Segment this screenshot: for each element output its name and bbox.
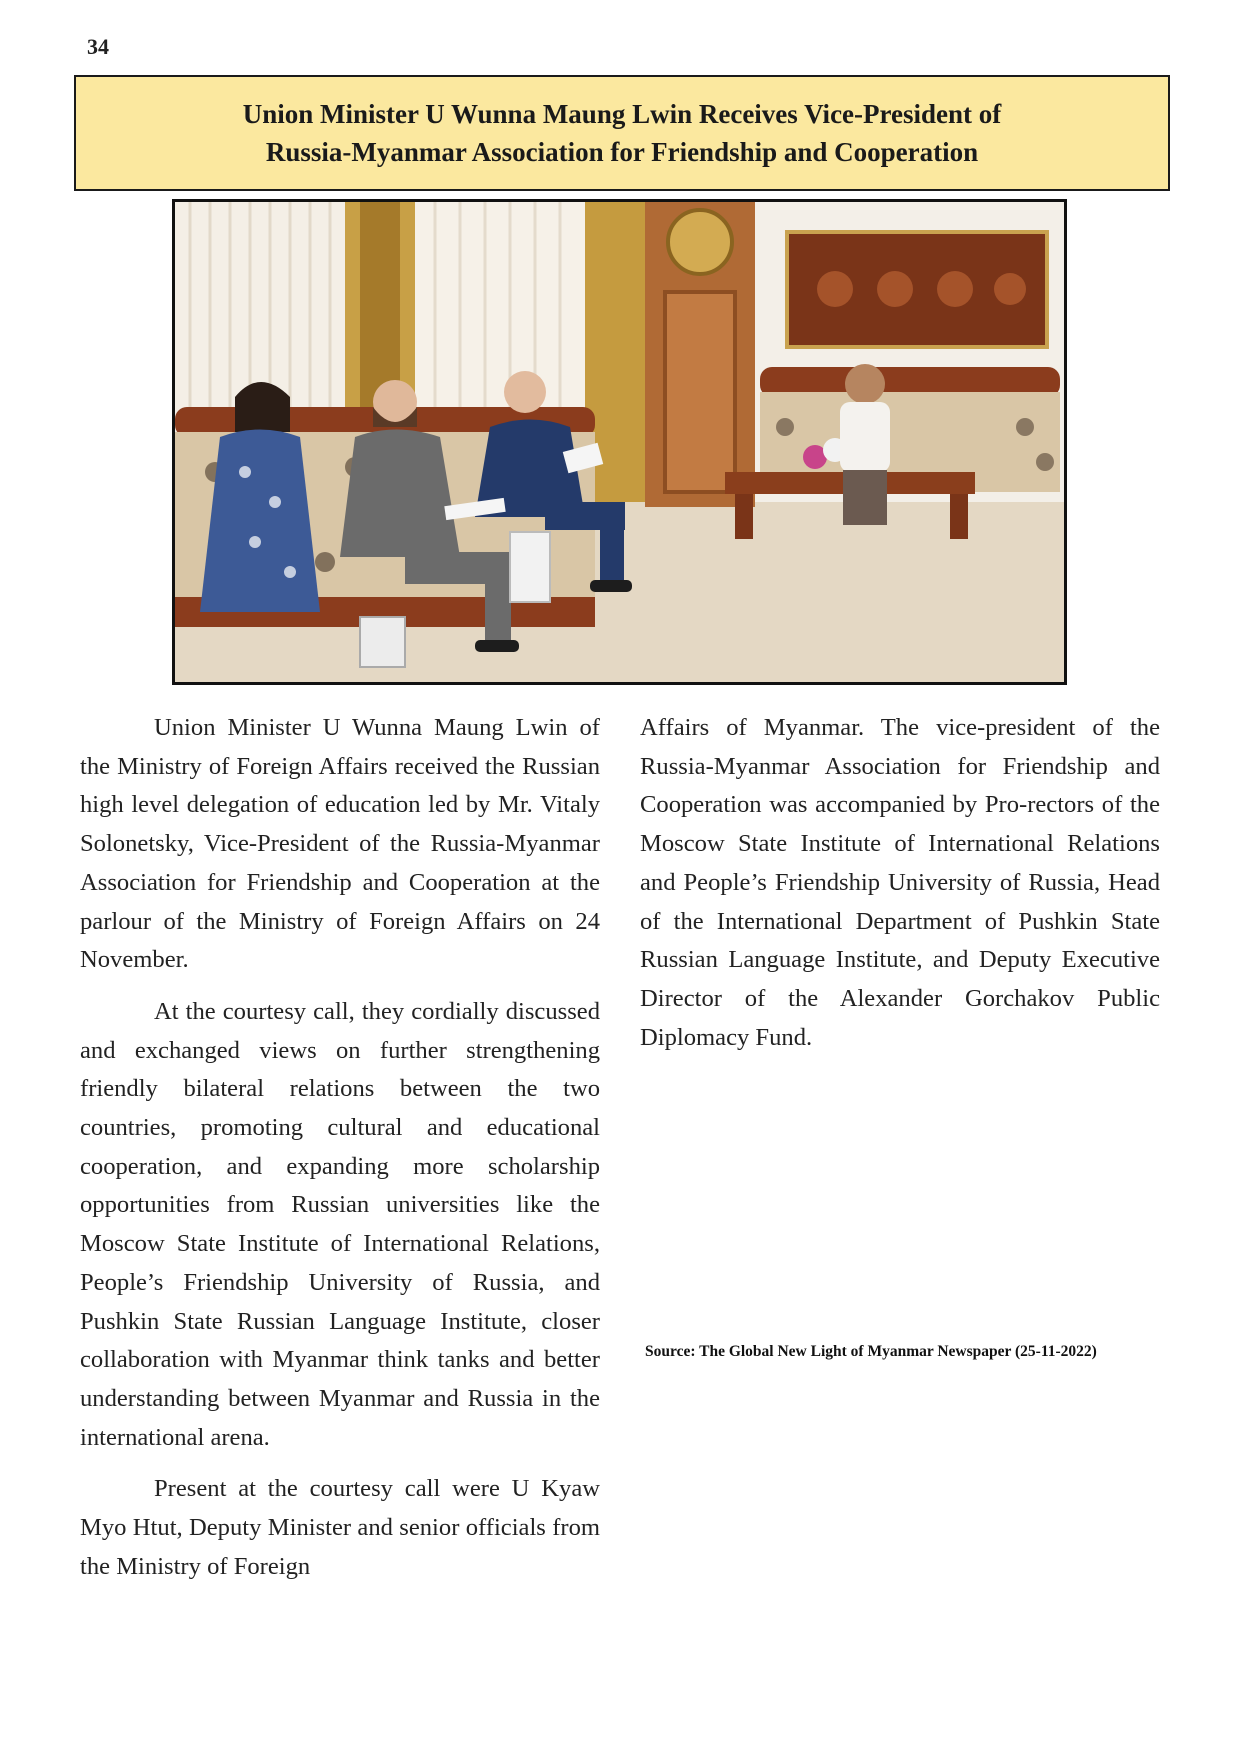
article-title-line-2: Russia-Myanmar Association for Friendship and Cooperation — [265, 137, 979, 167]
article-column-left — [80, 709, 600, 1599]
article-paragraph-3-continued: Affairs of Myanmar. The vice-president of the Russia-Myanmar Association for Friendship and Cooperation was accompanied by Pro-rectors of the Moscow State Institute of International Relations and People’s Friendship University of Russia, Head of the International Department of Pushkin State Russian Language Institute, and Deputy Executive Director of the Alexander Gorchakov Public Diplomacy Fund. — [640, 714, 1160, 1051]
source-credit: Source: The Global New Light of Myanmar Newspaper (25-11-2022) — [645, 1343, 1097, 1360]
page-number: 34 — [87, 34, 109, 59]
article-paragraph-3: Present at the courtesy call were U Kyaw Myo Htut, Deputy Minister and senior officials from the Ministry of Foreign — [80, 1475, 600, 1580]
article-paragraph-1: Union Minister U Wunna Maung Lwin of the Ministry of Foreign Affairs received the Russian high level delegation of education led by Mr. Vitaly Solonetsky, Vice-President of the Russia-Myanmar Association for Friendship and Cooperation at the parlour of the Ministry of Foreign Affairs on 24 November. — [80, 714, 600, 974]
article-title-line-1: Union Minister U Wunna Maung Lwin Receives Vice-President of — [242, 99, 1002, 129]
meeting-photo-illustration — [175, 202, 1064, 682]
article-paragraph-2: At the courtesy call, they cordially discussed and exchanged views on further strengthening friendly bilateral relations between the two countries, promoting cultural and educational cooperation, and expanding more scholarship opportunities from Russian universities like the Moscow State Institute of International Relations, People’s Friendship University of Russia, and Pushkin State Russian Language Institute, closer collaboration with Myanmar think tanks and better understanding between Myanmar and Russia in the international arena. — [80, 997, 600, 1451]
article-title-box — [74, 75, 1170, 191]
meeting-photo — [172, 199, 1067, 685]
article-column-right — [640, 709, 1160, 1070]
